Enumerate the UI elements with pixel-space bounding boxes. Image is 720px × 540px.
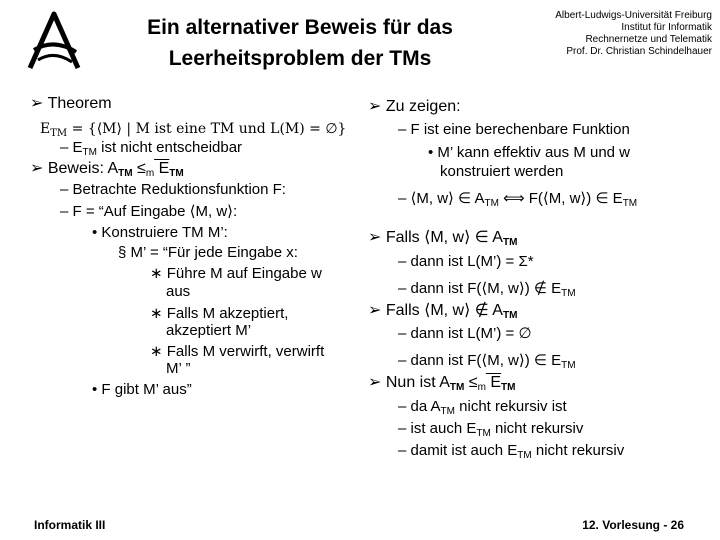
subscript: m	[145, 168, 155, 179]
conclusion-line-3	[398, 442, 624, 465]
run-line-cont: aus	[166, 283, 191, 300]
run-line: ∗ Führe M auf Eingabe w	[150, 265, 322, 282]
case1-f-line	[398, 280, 576, 303]
formula-lhs-sub: TM	[50, 128, 68, 139]
to-show-heading	[368, 98, 461, 116]
conclusion-line-1	[398, 398, 567, 421]
text: ist nicht entscheidbar	[96, 139, 243, 156]
arrow-bullet-icon: ➢	[30, 95, 44, 112]
accept-line-cont: akzeptiert M’	[166, 322, 252, 339]
formula-lhs: E	[40, 121, 51, 137]
institution-block	[500, 10, 712, 58]
case1-language-line: – dann ist L(M’) = Σ*	[398, 253, 534, 270]
effective-line-cont: konstruiert werden	[440, 163, 564, 180]
institution-line: Rechnernetze und Telematik	[585, 34, 712, 45]
case2-language-line: – dann ist L(M’) = ∅	[398, 325, 532, 342]
text: – ist auch E	[398, 420, 477, 437]
subscript: TM	[440, 406, 455, 417]
effective-line: • M’ kann effektiv aus M und w	[428, 144, 631, 161]
subscript: TM	[82, 147, 97, 158]
subscript: TM	[622, 198, 638, 209]
subscript: TM	[502, 310, 518, 321]
institution-line: Institut für Informatik	[621, 22, 712, 33]
subscript: TM	[484, 198, 499, 209]
text: Nun ist A	[385, 374, 450, 391]
text: E	[485, 374, 502, 391]
formula-rest: = {⟨M⟩ | M ist eine TM und L(M) = ∅}	[67, 121, 347, 137]
text: ≤	[464, 374, 478, 391]
case2-heading	[368, 302, 517, 325]
title-line-2: Leerheitsproblem der TMs	[168, 47, 432, 70]
text: Falls ⟨M, w⟩ ∉ A	[385, 302, 503, 319]
conclusion-line-2	[398, 420, 583, 443]
text: nicht rekursiv	[490, 420, 584, 437]
arrow-bullet-icon: ➢	[368, 98, 382, 115]
text: ≤	[132, 160, 146, 177]
f-definition-line: – F = “Auf Eingabe ⟨M, w⟩:	[60, 203, 238, 220]
arrow-bullet-icon: ➢	[30, 160, 44, 177]
subscript: TM	[169, 168, 184, 179]
subscript: TM	[502, 237, 518, 248]
subscript: TM	[561, 288, 576, 299]
text: Beweis: A	[47, 160, 119, 177]
text: nicht rekursiv ist	[455, 398, 567, 415]
institution-line: Prof. Dr. Christian Schindelhauer	[566, 46, 712, 57]
subscript: TM	[449, 382, 465, 393]
text: – damit ist auch E	[398, 442, 518, 459]
equivalence-line	[398, 190, 637, 213]
case2-f-line	[398, 352, 576, 375]
reject-line: ∗ Falls M verwirft, verwirft	[150, 343, 325, 360]
output-line: • F gibt M’ aus”	[92, 381, 192, 398]
etm-undecidable-line	[60, 139, 242, 162]
reject-line-cont: M’ ”	[166, 360, 191, 377]
accept-line: ∗ Falls M akzeptiert,	[150, 305, 289, 322]
arrow-bullet-icon: ➢	[368, 229, 382, 246]
text: Zu zeigen:	[385, 98, 461, 115]
arrow-bullet-icon: ➢	[368, 302, 382, 319]
mprime-line: § M’ = “Für jede Eingabe x:	[118, 244, 298, 261]
text: – da A	[398, 398, 441, 415]
reduction-line: – Betrachte Reduktionsfunktion F:	[60, 181, 286, 198]
text: – dann ist F(⟨M, w⟩) ∉ E	[398, 280, 562, 297]
text: ⟺ F(⟨M, w⟩) ∈ E	[498, 190, 623, 207]
subscript: TM	[476, 428, 491, 439]
subscript: TM	[118, 168, 133, 179]
lecture-page: 12. Vorlesung - 26	[582, 518, 684, 532]
text: – dann ist F(⟨M, w⟩) ∈ E	[398, 352, 562, 369]
slide-title	[110, 12, 490, 74]
conclusion-heading	[368, 374, 516, 397]
proof-heading	[30, 160, 184, 183]
university-logo	[26, 10, 82, 72]
arrow-bullet-icon: ➢	[368, 374, 382, 391]
computable-line: – F ist eine berechenbare Funktion	[398, 121, 630, 138]
text: E	[154, 160, 170, 177]
course-name: Informatik III	[34, 518, 106, 532]
text: nicht rekursiv	[531, 442, 625, 459]
construct-line: • Konstruiere TM M’:	[92, 224, 228, 241]
subscript: TM	[517, 450, 532, 461]
text: – E	[60, 139, 83, 156]
subscript: TM	[561, 360, 576, 371]
theorem-heading	[30, 95, 112, 113]
subscript: m	[477, 382, 486, 393]
title-line-1: Ein alternativer Beweis für das	[147, 16, 453, 39]
subscript: TM	[501, 382, 516, 393]
case1-heading	[368, 229, 517, 252]
theorem-label: Theorem	[47, 95, 112, 112]
institution-line: Albert-Ludwigs-Universität Freiburg	[555, 10, 712, 21]
text: Falls ⟨M, w⟩ ∈ A	[385, 229, 503, 246]
text: – ⟨M, w⟩ ∈ A	[398, 190, 485, 207]
